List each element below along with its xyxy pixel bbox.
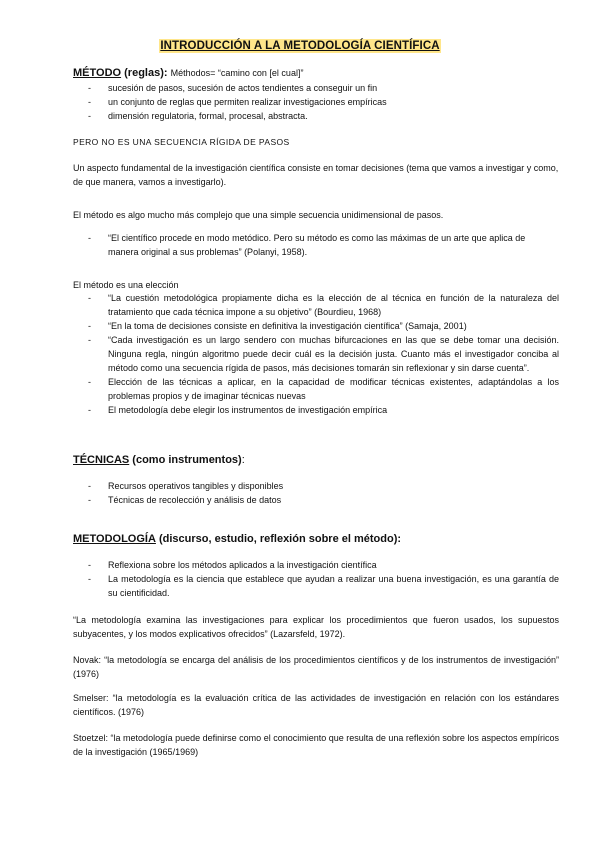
list-item: - El metodología debe elegir los instrumentos de investigación empírica (73, 403, 559, 417)
no-secuencia-text: PERO NO ES UNA SECUENCIA RÍGIDA DE PASOS (73, 137, 290, 147)
list-item: - Técnicas de recolección y análisis de datos (73, 493, 559, 507)
title-wrap (0, 36, 600, 54)
metodo-heading-colon: : (163, 67, 168, 79)
metodo-definition: Méthodos= “camino con [el cual]” (170, 68, 304, 78)
quote-novak: Novak: “la metodología se encarga del análisis de los procedimientos científicos y de los instrumentos de investigación” (1976) (73, 655, 559, 679)
list-item: - Reflexiona sobre los métodos aplicados a la investigación científica (73, 558, 559, 572)
list-item: - Elección de las técnicas a aplicar, en la capacidad de modificar técnicas existentes, adaptándolas a los problemas propios y de imaginar técnicas nuevas (73, 375, 559, 403)
list-item: - un conjunto de reglas que permiten realizar investigaciones empíricas (73, 95, 559, 109)
list-item: - La metodología es la ciencia que establece que ayudan a realizar una buena investigación, es una garantía de su cientificidad. (73, 572, 559, 600)
quote-lazarsfeld: “La metodología examina las investigaciones para explicar los procedimientos que fueron usados, los supuestos subyacentes, y los modos explicativos ofrecidos” (Lazarsfeld, 1972). (73, 615, 559, 639)
polanyi-list (73, 231, 533, 259)
metodo-heading (73, 66, 559, 81)
metodo-heading-word: MÉTODO (73, 67, 122, 79)
quote-smelser: Smelser: “la metodología es la evaluación crítica de las actividades de investigación en relación con los estándares científicos. (1976) (73, 693, 559, 717)
tecnicas-heading-word: TÉCNICAS (73, 454, 130, 466)
list-item: - “El científico procede en modo metódico. Pero su método es como las máximas de un arte que aplica de manera original a sus problemas” (Polanyi, 1958). (73, 231, 533, 259)
page-title: INTRODUCCIÓN A LA METODOLOGÍA CIENTÍFICA (160, 40, 440, 52)
list-item: - “La cuestión metodológica propiamente dicha es la elección de al técnica en función de la naturaleza del tratamiento que cada técnica impone a su objetivo” (Bourdieu, 1968) (73, 291, 559, 319)
eleccion-intro: El método es una elección (73, 280, 179, 290)
tecnicas-list (73, 479, 559, 507)
list-item: - Recursos operativos tangibles y disponibles (73, 479, 559, 493)
list-item: - “En la toma de decisiones consiste en definitiva la investigación científica” (Samaja, 2001) (73, 319, 559, 333)
list-item: - dimensión regulatoria, formal, procesal, abstracta. (73, 109, 559, 123)
tecnicas-heading-colon: : (241, 454, 245, 466)
eleccion-list (73, 291, 559, 417)
metodologia-heading-suffix: (discurso, estudio, reflexión sobre el método): (158, 533, 402, 545)
quote-stoetzel: Stoetzel: “la metodología puede definirse como el conocimiento que resulta de una reflexión sobre los aspectos empíricos de la investigación (1965/1969) (73, 733, 559, 757)
list-item: - sucesión de pasos, sucesión de actos tendientes a conseguir un fin (73, 81, 559, 95)
complejo-paragraph: El método es algo mucho más complejo que una simple secuencia unidimensional de pasos. (73, 210, 444, 220)
tecnicas-heading (73, 453, 559, 468)
metodologia-list (73, 558, 559, 600)
aspecto-paragraph: Un aspecto fundamental de la investigación científica consiste en tomar decisiones (tema que vamos a investigar y como, de que manera, vamos a investigarlo). (73, 163, 559, 187)
metodo-list (73, 81, 559, 123)
tecnicas-heading-suffix: (como instrumentos) (132, 454, 242, 466)
metodo-heading-suffix: (reglas) (124, 67, 164, 79)
list-item: - “Cada investigación es un largo sendero con muchas bifurcaciones en las que se debe tomar una decisión. Ninguna regla, ningún algoritmo puede decir cuál es la decisión justa. Cuanto más el investigador conciba al método como una secuencia rígida de pasos, más decisiones tomarán sin reflexionar y sin darse cuenta”. (73, 333, 559, 375)
metodologia-heading-word: METODOLOGÍA (73, 533, 156, 545)
metodologia-heading (73, 532, 559, 547)
